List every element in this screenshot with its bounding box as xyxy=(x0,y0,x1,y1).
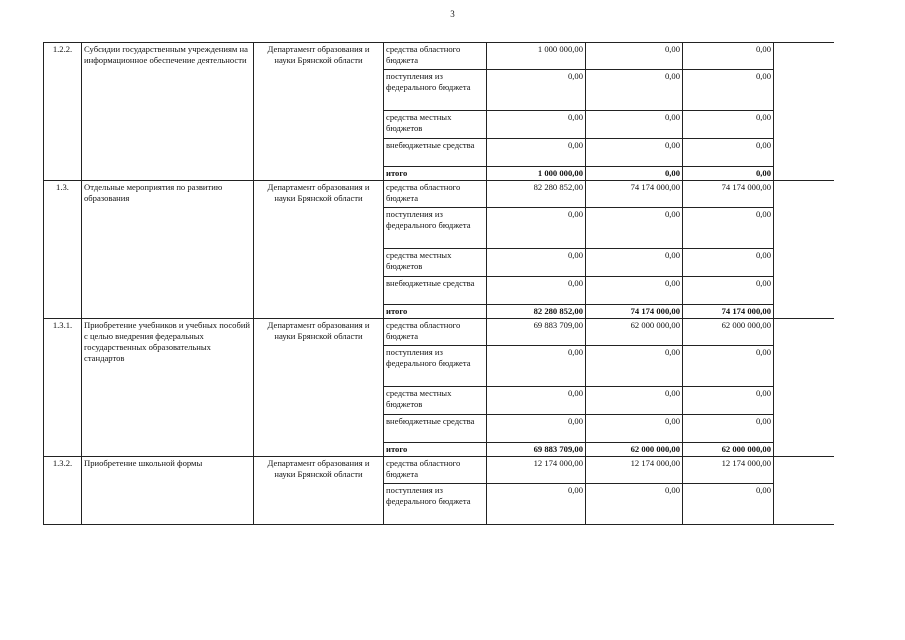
amount-year-1: 0,00 xyxy=(487,208,586,249)
item-name: Отдельные мероприятия по развитию образования xyxy=(82,181,254,319)
amount-year-2: 74 174 000,00 xyxy=(586,305,683,319)
funding-source: итого xyxy=(384,167,487,181)
amount-year-3: 12 174 000,00 xyxy=(683,457,774,484)
amount-year-3: 74 174 000,00 xyxy=(683,181,774,208)
amount-year-1: 0,00 xyxy=(487,70,586,111)
amount-year-2: 62 000 000,00 xyxy=(586,443,683,457)
amount-year-2: 0,00 xyxy=(586,139,683,167)
amount-year-3: 0,00 xyxy=(683,111,774,139)
amount-year-3: 0,00 xyxy=(683,484,774,525)
funding-source: внебюджетные средства xyxy=(384,415,487,443)
amount-year-3: 0,00 xyxy=(683,387,774,415)
item-name: Приобретение учебников и учебных пособий с целью внедрения федеральных государственных образовательных стандартов xyxy=(82,319,254,457)
amount-year-3: 0,00 xyxy=(683,43,774,70)
funding-source: внебюджетные средства xyxy=(384,139,487,167)
empty-column xyxy=(774,457,834,525)
amount-year-3: 62 000 000,00 xyxy=(683,443,774,457)
amount-year-1: 0,00 xyxy=(487,415,586,443)
empty-column xyxy=(774,181,834,319)
funding-source: средства местных бюджетов xyxy=(384,249,487,277)
funding-source: поступления из федерального бюджета xyxy=(384,208,487,249)
amount-year-2: 0,00 xyxy=(586,387,683,415)
funding-source: средства областного бюджета xyxy=(384,181,487,208)
amount-year-3: 0,00 xyxy=(683,208,774,249)
amount-year-1: 0,00 xyxy=(487,346,586,387)
funding-source: средства областного бюджета xyxy=(384,457,487,484)
amount-year-2: 62 000 000,00 xyxy=(586,319,683,346)
amount-year-2: 74 174 000,00 xyxy=(586,181,683,208)
amount-year-1: 0,00 xyxy=(487,111,586,139)
item-code: 1.2.2. xyxy=(44,43,82,181)
amount-year-1: 1 000 000,00 xyxy=(487,167,586,181)
amount-year-3: 0,00 xyxy=(683,346,774,387)
amount-year-3: 62 000 000,00 xyxy=(683,319,774,346)
amount-year-2: 0,00 xyxy=(586,43,683,70)
amount-year-3: 0,00 xyxy=(683,415,774,443)
item-executor: Департамент образования и науки Брянской области xyxy=(254,43,384,181)
table-row xyxy=(44,181,834,208)
item-code: 1.3.1. xyxy=(44,319,82,457)
amount-year-1: 0,00 xyxy=(487,277,586,305)
funding-source: средства местных бюджетов xyxy=(384,111,487,139)
amount-year-1: 0,00 xyxy=(487,387,586,415)
funding-source: средства областного бюджета xyxy=(384,43,487,70)
funding-source: внебюджетные средства xyxy=(384,277,487,305)
table-row xyxy=(44,319,834,346)
table-row xyxy=(44,43,834,70)
item-executor: Департамент образования и науки Брянской области xyxy=(254,319,384,457)
funding-source: средства местных бюджетов xyxy=(384,387,487,415)
amount-year-1: 69 883 709,00 xyxy=(487,443,586,457)
budget-table xyxy=(43,42,834,525)
item-name: Приобретение школьной формы xyxy=(82,457,254,525)
amount-year-3: 0,00 xyxy=(683,70,774,111)
amount-year-2: 0,00 xyxy=(586,484,683,525)
empty-column xyxy=(774,319,834,457)
funding-source: средства областного бюджета xyxy=(384,319,487,346)
item-name: Субсидии государственным учреждениям на информационное обеспечение деятельности xyxy=(82,43,254,181)
amount-year-3: 0,00 xyxy=(683,167,774,181)
funding-source: итого xyxy=(384,443,487,457)
amount-year-2: 0,00 xyxy=(586,208,683,249)
amount-year-2: 0,00 xyxy=(586,249,683,277)
amount-year-1: 0,00 xyxy=(487,139,586,167)
amount-year-3: 0,00 xyxy=(683,139,774,167)
amount-year-2: 0,00 xyxy=(586,70,683,111)
amount-year-1: 69 883 709,00 xyxy=(487,319,586,346)
amount-year-3: 0,00 xyxy=(683,277,774,305)
amount-year-2: 0,00 xyxy=(586,415,683,443)
amount-year-2: 0,00 xyxy=(586,346,683,387)
amount-year-1: 0,00 xyxy=(487,484,586,525)
amount-year-1: 1 000 000,00 xyxy=(487,43,586,70)
funding-source: поступления из федерального бюджета xyxy=(384,346,487,387)
funding-source: поступления из федерального бюджета xyxy=(384,484,487,525)
item-code: 1.3. xyxy=(44,181,82,319)
page-number: 3 xyxy=(450,9,455,19)
amount-year-1: 12 174 000,00 xyxy=(487,457,586,484)
amount-year-2: 0,00 xyxy=(586,277,683,305)
amount-year-2: 0,00 xyxy=(586,167,683,181)
amount-year-2: 0,00 xyxy=(586,111,683,139)
amount-year-1: 0,00 xyxy=(487,249,586,277)
amount-year-3: 74 174 000,00 xyxy=(683,305,774,319)
empty-column xyxy=(774,43,834,181)
item-executor: Департамент образования и науки Брянской области xyxy=(254,457,384,525)
amount-year-1: 82 280 852,00 xyxy=(487,305,586,319)
amount-year-2: 12 174 000,00 xyxy=(586,457,683,484)
table-row xyxy=(44,457,834,484)
amount-year-1: 82 280 852,00 xyxy=(487,181,586,208)
funding-source: итого xyxy=(384,305,487,319)
funding-source: поступления из федерального бюджета xyxy=(384,70,487,111)
item-executor: Департамент образования и науки Брянской области xyxy=(254,181,384,319)
item-code: 1.3.2. xyxy=(44,457,82,525)
amount-year-3: 0,00 xyxy=(683,249,774,277)
